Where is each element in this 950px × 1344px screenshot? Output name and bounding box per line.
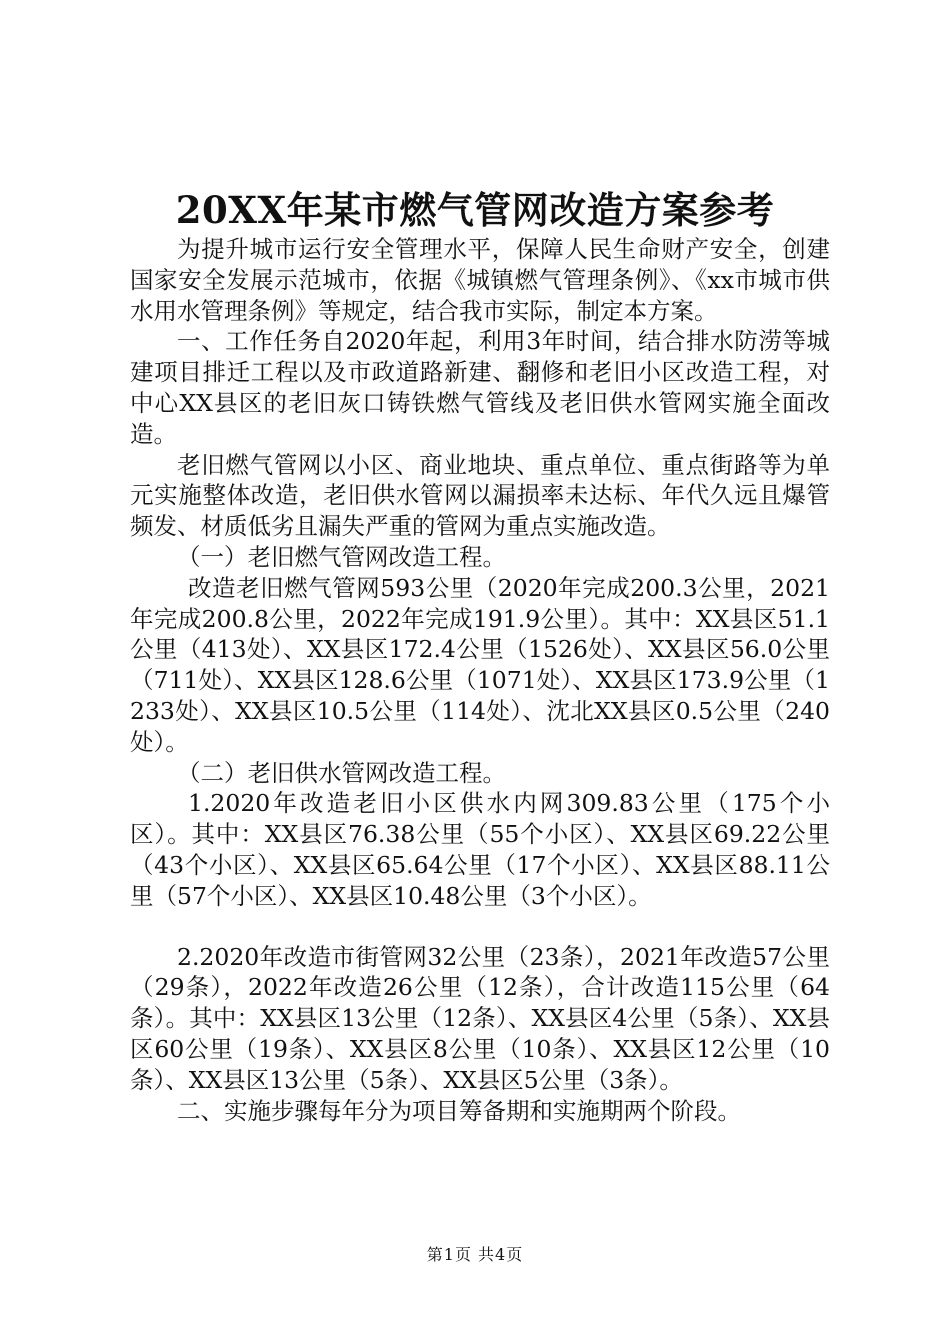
paragraph-gas-detail: 改造老旧燃气管网593公里（2020年完成200.3公里，2021年完成200.8公里，2022年完成191.9公里）。其中：XX县区51.1公里（413处）、XX县区172.4公里（1526处）、XX县区56.0公里（711处）、XX县区128.6公里（1071处）、XX县区173.9公里（1233处）、XX县区10.5公里（114处）、沈北XX县区0.5公里（240处）。 — [130, 573, 830, 756]
paragraph-water-item-2: 2.2020年改造市街管网32公里（23条），2021年改造57公里（29条），2022年改造26公里（12条），合计改造115公里（64条）。其中：XX县区13公里（12条）、XX县区4公里（5条）、XX县区60公里（19条）、XX县区8公里（10条）、XX县区12公里（10条）、XX县区13公里（5条）、XX县区5公里（3条）。 — [130, 942, 830, 1094]
blank-line — [130, 912, 830, 942]
section-heading-water: （二）老旧供水管网改造工程。 — [177, 758, 506, 787]
paragraph-water-item-1: 1.2020年改造老旧小区供水内网309.83公里（175个小区）。其中：XX县区76.38公里（55个小区）、XX县区69.22公里（43个小区）、XX县区65.64公里（17个小区）、XX县区88.11公里（57个小区）、XX县区10.48公里（3个小区）。 — [130, 789, 830, 910]
page-number-footer: 第1页 共4页 — [426, 1245, 524, 1264]
paragraph-task: 一、工作任务自2020年起，利用3年时间，结合排水防涝等城建项目排迁工程以及市政道路新建、翻修和老旧小区改造工程，对中心XX县区的老旧灰口铸铁燃气管线及老旧供水管网实施全面改造。 — [130, 327, 830, 448]
paragraph-steps: 二、实施步骤每年分为项目筹备期和实施期两个阶段。 — [177, 1096, 741, 1125]
paragraph-intro: 为提升城市运行安全管理水平，保障人民生命财产安全，创建国家安全发展示范城市，依据《城镇燃气管理条例》、《xx市城市供水用水管理条例》等规定，结合我市实际，制定本方案。 — [130, 235, 830, 325]
document-body — [130, 234, 830, 1126]
document-title: 20XX年某市燃气管网改造方案参考 — [175, 188, 775, 232]
paragraph-gas-scope: 老旧燃气管网以小区、商业地块、重点单位、重点街路等为单元实施整体改造，老旧供水管网以漏损率未达标、年代久远且爆管频发、材质低劣且漏失严重的管网为重点实施改造。 — [130, 450, 830, 541]
section-heading-gas: （一）老旧燃气管网改造工程。 — [177, 542, 506, 571]
